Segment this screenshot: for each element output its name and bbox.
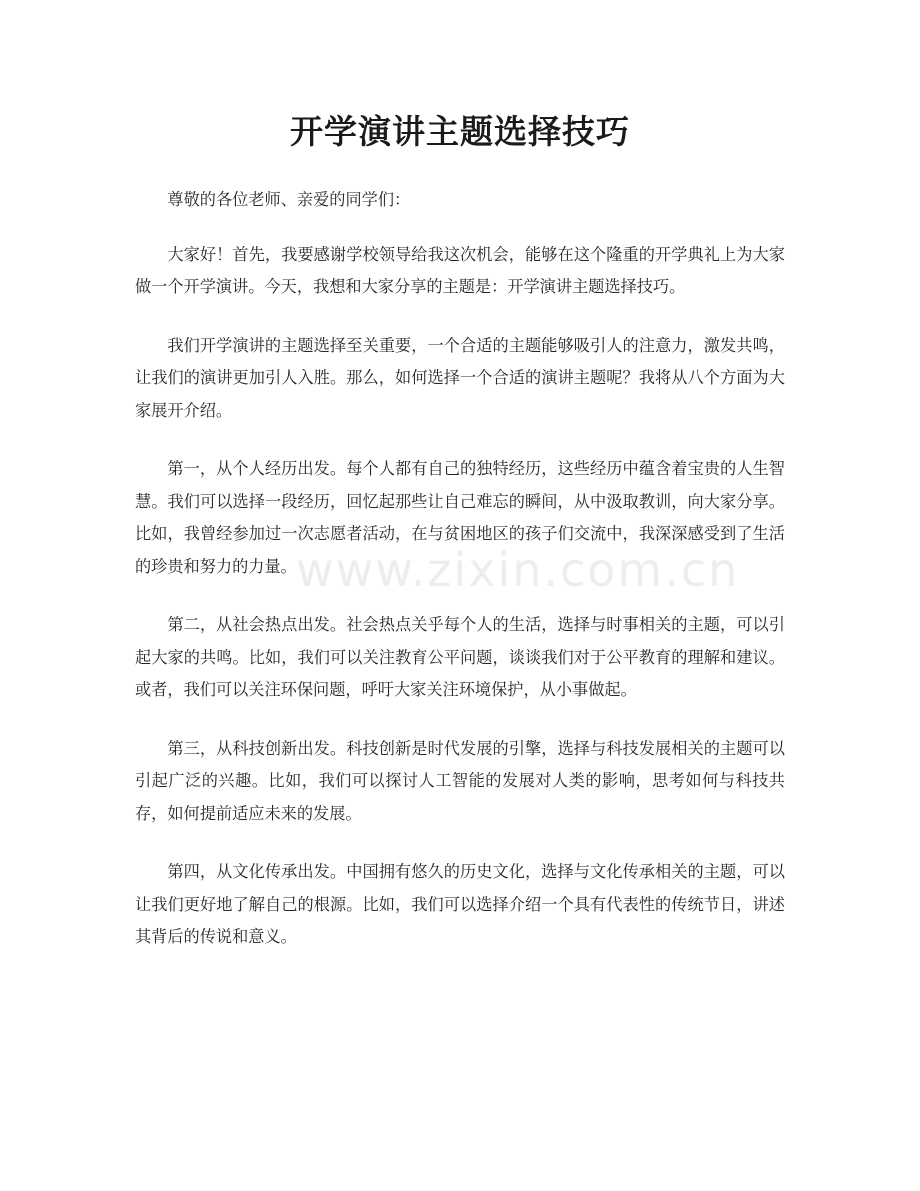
- paragraph-intro: 大家好！首先，我要感谢学校领导给我这次机会，能够在这个隆重的开学典礼上为大家做一个开学演讲。今天，我想和大家分享的主题是：开学演讲主题选择技巧。: [135, 244, 785, 296]
- document-title: 开学演讲主题选择技巧: [290, 112, 630, 151]
- salutation: 尊敬的各位老师、亲爱的同学们：: [167, 190, 411, 209]
- paragraph-overview: 我们开学演讲的主题选择至关重要，一个合适的主题能够吸引人的注意力，激发共鸣，让我们的演讲更加引人入胜。那么，如何选择一个合适的演讲主题呢？我将从八个方面为大家展开介绍。: [135, 335, 785, 420]
- paragraph-point-1: 第一，从个人经历出发。每个人都有自己的独特经历，这些经历中蕴含着宝贵的人生智慧。我们可以选择一段经历，回忆起那些让自己难忘的瞬间，从中汲取教训，向大家分享。比如，我曾经参加过一次志愿者活动，在与贫困地区的孩子们交流中，我深深感受到了生活的珍贵和努力的力量。: [135, 459, 785, 576]
- paragraph-point-4: 第四，从文化传承出发。中国拥有悠久的历史文化，选择与文化传承相关的主题，可以让我们更好地了解自己的根源。比如，我们可以选择介绍一个具有代表性的传统节日，讲述其背后的传说和意义。: [135, 862, 785, 946]
- document-body: [135, 184, 785, 980]
- watermark-text: www.zixin.com.cn: [296, 543, 740, 597]
- paragraph-point-2: 第二，从社会热点出发。社会热点关乎每个人的生活，选择与时事相关的主题，可以引起大家的共鸣。比如，我们可以关注教育公平问题，谈谈我们对于公平教育的理解和建议。或者，我们可以关注环保问题，呼吁大家关注环境保护，从小事做起。: [135, 615, 785, 699]
- paragraph-point-3: 第三，从科技创新出发。科技创新是时代发展的引擎，选择与科技发展相关的主题可以引起广泛的兴趣。比如，我们可以探讨人工智能的发展对人类的影响，思考如何与科技共存，如何提前适应未来的发展。: [135, 738, 785, 823]
